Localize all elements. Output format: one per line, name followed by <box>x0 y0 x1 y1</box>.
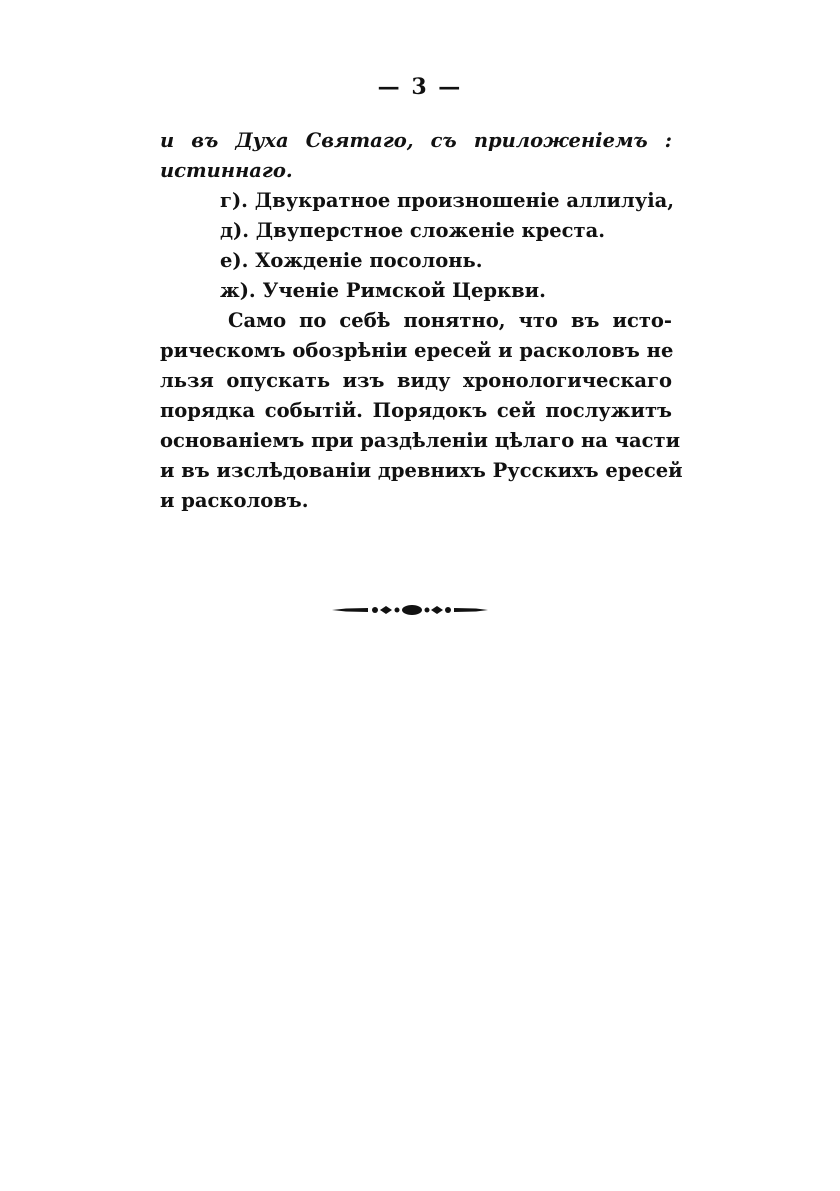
tailpiece-ornament-icon <box>330 600 490 620</box>
paragraph-line: Само по себѣ понятно, что въ исто- <box>228 309 672 332</box>
page-number: — 3 — <box>377 74 463 100</box>
paragraph-line: порядка событій. Порядокъ сей послужитъ <box>160 399 672 422</box>
list-item-d: д). Двуперстное сложеніе креста. <box>220 219 606 242</box>
list-item-g: г). Двукратное произношеніе аллилуіа, <box>220 189 675 212</box>
intro-line-1: и въ Духа Святаго, съ приложеніемъ : <box>160 129 672 152</box>
intro-line-2: истиннаго. <box>160 159 293 182</box>
page-text <box>160 126 683 516</box>
list-item-e: е). Хожденіе посолонь. <box>220 249 483 272</box>
paragraph-line: и расколовъ. <box>160 489 309 512</box>
paragraph-line: рическомъ обозрѣніи ересей и расколовъ не <box>160 339 674 362</box>
list-item-zh: ж). Ученіе Римской Церкви. <box>220 279 546 302</box>
paragraph-line: основаніемъ при раздѣленіи цѣлаго на части <box>160 429 681 452</box>
paragraph-line: льзя опускать изъ виду хронологическаго <box>160 369 672 392</box>
paragraph-line: и въ изслѣдованіи древнихъ Русскихъ ересей <box>160 459 683 482</box>
